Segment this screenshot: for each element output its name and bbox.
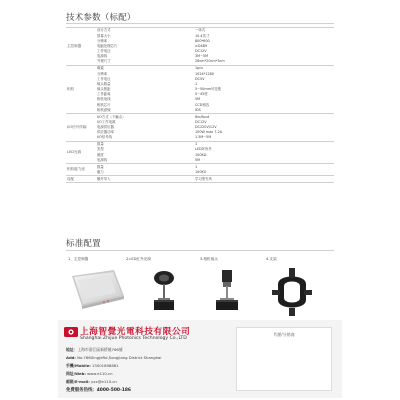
spec-param-names <box>96 164 194 176</box>
spec-param-name: 分辨率 <box>97 38 108 43</box>
agent-box <box>236 327 332 391</box>
bracket-image <box>262 266 322 318</box>
spec-param-value: 800*600 <box>195 38 210 43</box>
contact-label: 地址： <box>66 347 78 352</box>
company-logo-icon <box>64 327 78 337</box>
spec-sheet <box>58 0 342 400</box>
spec-param-value: ≥D4B9 <box>195 43 208 48</box>
spec-param-name: 类型 <box>97 147 104 152</box>
contact-hotline <box>66 387 131 393</box>
spec-param-value: 1.5M~5M <box>195 135 212 140</box>
spec-category: LED光源 <box>66 141 96 163</box>
spec-param-name: 电源线 <box>97 54 108 59</box>
spec-param-values <box>194 164 334 176</box>
spec-table <box>66 27 334 183</box>
spec-param-name: 镜头焦距 <box>97 87 111 92</box>
spec-param-values <box>194 176 334 183</box>
spec-param-name: 磁力 <box>97 169 104 174</box>
controller-image <box>68 266 128 318</box>
spec-param-value: 100W max 7.2A <box>195 130 223 135</box>
spec-param-name: 电源线 <box>97 157 108 162</box>
spec-param-names <box>96 141 194 163</box>
spec-param-name: 照度 <box>97 152 104 157</box>
spec-param-name: 工作距离 <box>97 92 111 97</box>
spec-param-value: 100KΩ <box>195 152 207 157</box>
spec-param-values <box>194 28 334 66</box>
spec-row <box>66 114 334 142</box>
spec-param-values <box>194 114 334 142</box>
contact-value: No.766XingjeRd,Songjiang District Shanghai <box>77 355 162 360</box>
spec-row <box>66 66 334 114</box>
spec-param-name: 电脑处理芯片 <box>97 43 118 48</box>
spec-param-name: 像素 <box>97 66 104 71</box>
contact-label: 手機/Mobile: <box>66 363 91 368</box>
spec-param-value: 5M <box>195 97 201 102</box>
spec-param-names <box>96 28 194 66</box>
spec-param-value: 1 <box>195 142 198 147</box>
standard-item-label: 1、主控制器 <box>68 257 89 261</box>
spec-param-name: 数量 <box>97 164 104 169</box>
spec-category: I/O信号传输 <box>66 114 96 142</box>
spec-param-value: DC12V <box>195 119 207 124</box>
spec-param-name: 屏幕大小 <box>97 33 111 38</box>
spec-param-name: I/O方式（下触点） <box>97 114 126 119</box>
led-light-image <box>134 266 194 318</box>
contact-label: 免费服务热线： <box>66 388 97 393</box>
camera-lens-image <box>198 266 258 318</box>
spec-param-name: 供应器功率 <box>97 130 114 135</box>
contact-label: Add: <box>66 355 76 360</box>
spec-param-name: 相机电线 <box>97 97 111 102</box>
spec-param-value: LED环形外 <box>195 147 212 152</box>
spec-param-values <box>194 141 334 163</box>
spec-param-names <box>96 176 194 183</box>
standard-title: 标准配置 <box>66 239 101 249</box>
contact-value: yxx@e110.cn <box>91 379 117 384</box>
spec-category: 选配 <box>66 176 96 183</box>
spec-param-name: 工作电压 <box>97 76 111 81</box>
spec-param-name: 分辨率 <box>97 71 108 76</box>
spec-param-value: 100KG <box>195 169 207 174</box>
contact-value: 13001898881 <box>92 363 119 368</box>
contact-web <box>66 371 113 377</box>
spec-title-divider <box>66 23 334 24</box>
spec-param-value: 3M~5M <box>195 54 209 59</box>
spec-param-name: I/O工作电源 <box>97 119 116 124</box>
agent-label: 代理/分销商 <box>273 332 295 337</box>
spec-param-value: DC5V <box>195 76 205 81</box>
spec-param-value: 1pcs <box>195 66 203 71</box>
standard-item-label: 2.LED红外光源 <box>126 257 151 261</box>
spec-param-value: 1 <box>195 164 198 169</box>
contact-mobile <box>66 363 119 369</box>
spec-title: 技术参数（标配） <box>66 13 136 23</box>
contact-label: 邮箱/E-mail: <box>66 379 90 384</box>
contact-value: 4000-500-186 <box>96 388 131 393</box>
standard-config-labels <box>68 257 332 263</box>
spec-param-name: 工作电压 <box>97 49 111 54</box>
spec-param-value: 6in/6out <box>195 114 210 119</box>
standard-title-divider <box>66 250 334 251</box>
spec-param-names <box>96 114 194 142</box>
spec-param-value: 5~50mm可变焦 <box>195 87 222 92</box>
spec-row <box>66 141 334 163</box>
spec-category: 主控制器 <box>66 28 96 66</box>
spec-param-names <box>96 66 194 114</box>
spec-param-name: I/O信号线 <box>97 135 112 140</box>
spec-param-value: 5M <box>195 157 201 162</box>
spec-param-value: 10.4英寸 <box>195 33 210 38</box>
spec-row <box>66 164 334 176</box>
spec-param-name: 外观尺寸 <box>97 59 111 64</box>
spec-param-value: 1 <box>195 81 198 86</box>
contact-value: www.e110.cn <box>87 371 113 376</box>
spec-row <box>66 176 334 183</box>
spec-param-name: 相机滤镜 <box>97 107 111 112</box>
spec-param-name: 电源供应器 <box>97 125 114 130</box>
company-name-en: Shanghai Zhijue Photonics Technology Co.,LTD <box>80 336 187 341</box>
spec-param-name: 镜头数量 <box>97 81 111 86</box>
spec-param-value: 26cm*20cm*3cm <box>195 59 225 64</box>
standard-item-label: 3.相机镜头 <box>200 257 218 261</box>
spec-param-name: 相机芯片 <box>97 102 111 107</box>
spec-row <box>66 28 334 66</box>
spec-category: 相机 <box>66 66 96 114</box>
contact-value: 上海市嘉江區新桥镇766號 <box>77 347 123 352</box>
standard-item-label: 4.支架 <box>266 257 277 261</box>
contact-address-en <box>66 355 161 360</box>
contact-label: 网址/Web: <box>66 371 86 376</box>
contact-address-cn <box>66 347 123 353</box>
spec-param-name: 设计方式 <box>97 28 111 33</box>
spec-param-value: 学习型夹具 <box>195 176 212 181</box>
spec-param-value: IDS <box>195 107 201 112</box>
contact-email <box>66 379 117 385</box>
spec-category: 相机磁力座 <box>66 164 96 176</box>
spec-param-value: DC220V/12V <box>195 125 217 130</box>
spec-param-value: 5~45度 <box>195 92 208 97</box>
spec-param-value: DC12V <box>195 49 207 54</box>
spec-param-value: CCD相容 <box>195 102 210 107</box>
spec-param-name: 数量 <box>97 142 104 147</box>
spec-param-value: 1024*1280 <box>195 71 214 76</box>
spec-param-name: 额外导入 <box>97 176 111 181</box>
spec-param-values <box>194 66 334 114</box>
company-name-cn: 上海智覺光電科技有限公司 <box>80 327 191 337</box>
spec-param-value: 一体式 <box>195 28 206 33</box>
